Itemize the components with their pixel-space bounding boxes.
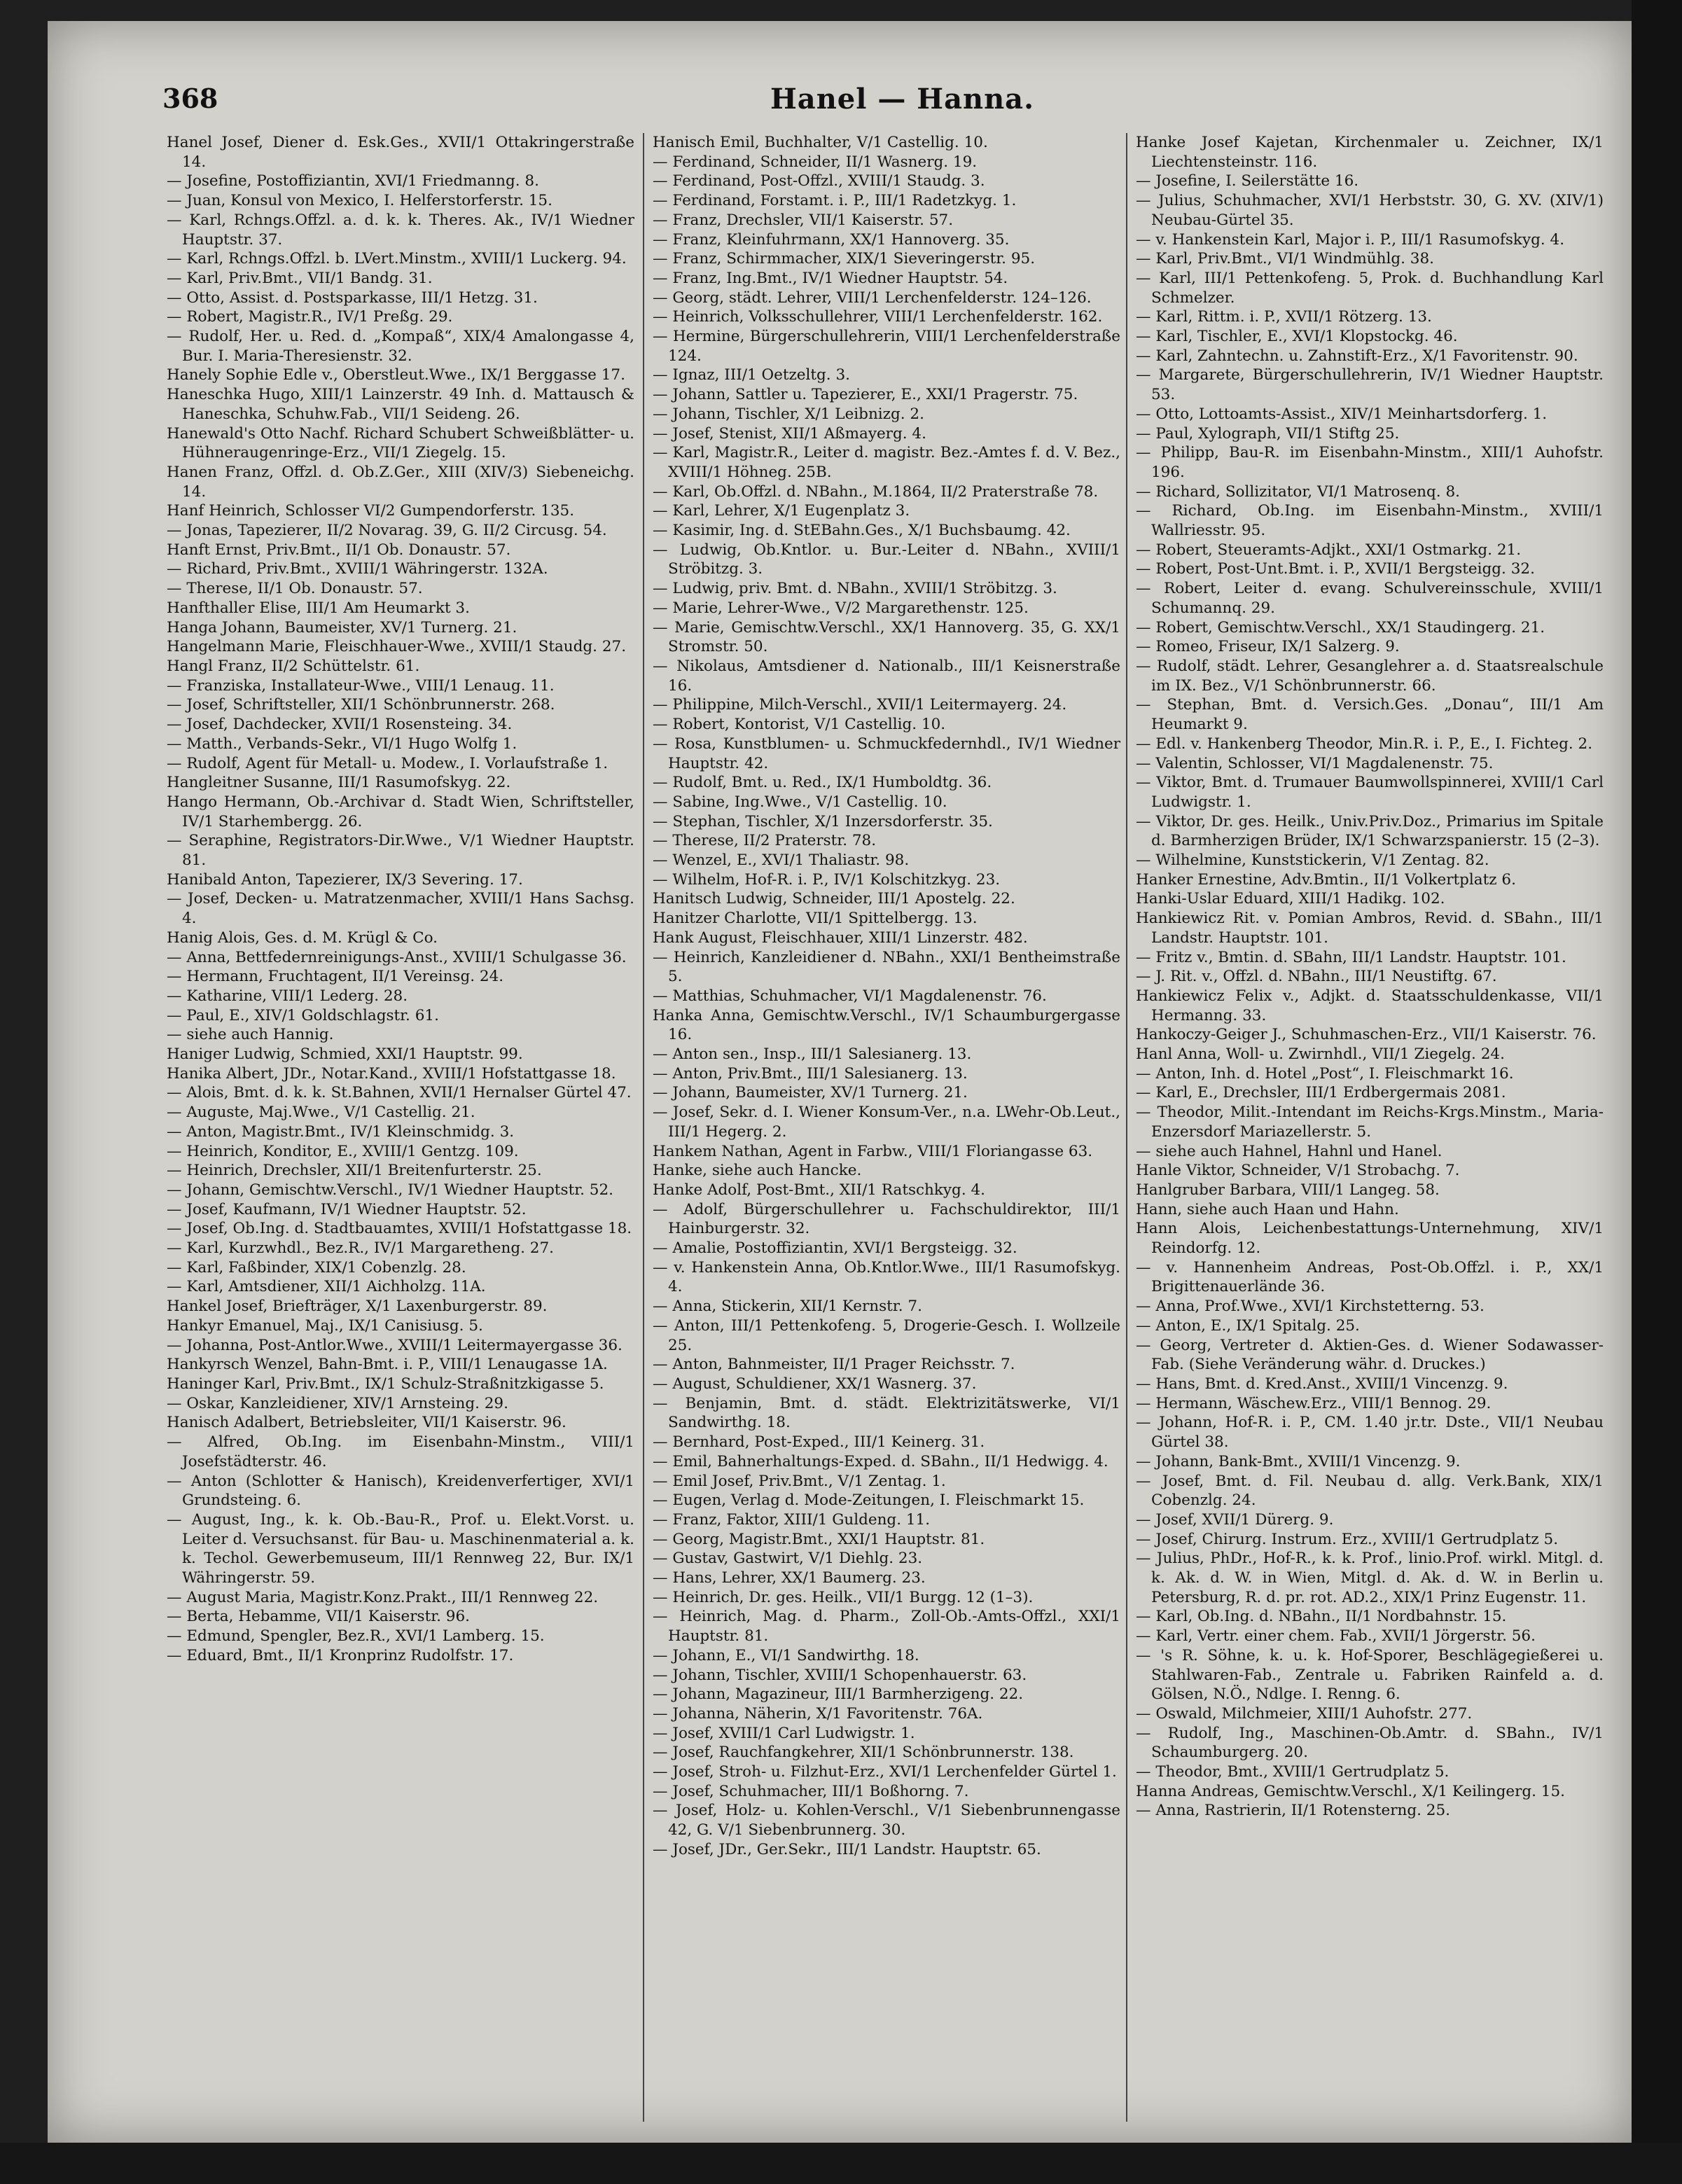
- directory-entry: Hanna Andreas, Gemischtw.Verschl., X/1 Keilingerg. 15.: [1136, 1782, 1565, 1800]
- directory-entry: — Gustav, Gastwirt, V/1 Diehlg. 23.: [653, 1550, 923, 1568]
- directory-entry: — Anton sen., Insp., III/1 Salesianerg. 13.: [653, 1045, 972, 1064]
- column-rule: [643, 133, 644, 2122]
- directory-entry: — Emil Josef, Priv.Bmt., V/1 Zentag. 1.: [653, 1472, 946, 1490]
- directory-entry: Hanker Ernestine, Adv.Bmtin., II/1 Volkertplatz 6.: [1136, 870, 1516, 889]
- directory-entry: — Oskar, Kanzleidiener, XIV/1 Arnsteing. 29.: [167, 1394, 508, 1412]
- directory-entry: — August Maria, Magistr.Konz.Prakt., III/1 Rennweg 22.: [167, 1588, 599, 1606]
- directory-entry: — Ferdinand, Schneider, II/1 Wasnerg. 19.: [653, 153, 978, 171]
- directory-entry: Hanig Alois, Ges. d. M. Krügl & Co.: [167, 928, 438, 947]
- directory-entry: — Robert, Magistr.R., IV/1 Preßg. 29.: [167, 308, 453, 326]
- directory-entry: — Fritz v., Bmtin. d. SBahn, III/1 Landstr. Hauptstr. 101.: [1136, 948, 1566, 966]
- directory-entry: — Robert, Post-Unt.Bmt. i. P., XVII/1 Bergsteigg. 32.: [1136, 560, 1535, 578]
- directory-entry: — Therese, II/2 Praterstr. 78.: [653, 832, 877, 850]
- directory-entry: — Julius, PhDr., Hof-R., k. k. Prof., linio.Prof. wirkl. Mitgl. d. k. Ak. d. W. in Wien, Mitgl. d. Ak. d. W. in Berlin u. Petersburg, R. d. pr. rot. AD.2., XIX/1 Prinz Eugenstr. 11.: [1136, 1550, 1604, 1606]
- directory-entry: — Karl, Kurzwhdl., Bez.R., IV/1 Margaretheng. 27.: [167, 1239, 554, 1258]
- directory-entry: — Julius, Schuhmacher, XVI/1 Herbststr. 30, G. XV. (XIV/1) Neubau-Gürtel 35.: [1136, 192, 1604, 229]
- directory-entry: Hanke Adolf, Post-Bmt., XII/1 Ratschkyg. 4.: [653, 1181, 986, 1199]
- directory-entry: — Franz, Drechsler, VII/1 Kaiserstr. 57.: [653, 211, 954, 229]
- directory-entry: — Richard, Ob.Ing. im Eisenbahn-Minstm., XVIII/1 Wallriesstr. 95.: [1136, 502, 1604, 540]
- directory-entry: — Karl, Zahntechn. u. Zahnstift-Erz., X/1 Favoritenstr. 90.: [1136, 347, 1578, 365]
- directory-entry: — Paul, Xylograph, VII/1 Stiftg 25.: [1136, 424, 1400, 443]
- directory-entry: Hanewald's Otto Nachf. Richard Schubert Schweißblätter- u. Hühneraugenringe-Erz., VII/1 Ziegelg. 15.: [167, 424, 634, 462]
- directory-entry: — Karl, III/1 Pettenkofeng. 5, Prok. d. Buchhandlung Karl Schmelzer.: [1136, 269, 1604, 307]
- directory-entry: — Josefine, I. Seilerstätte 16.: [1136, 172, 1359, 190]
- directory-entry: Hanlgruber Barbara, VIII/1 Langeg. 58.: [1136, 1181, 1440, 1199]
- directory-entry: — Karl, Lehrer, X/1 Eugenplatz 3.: [653, 502, 910, 520]
- directory-entry: — Anna, Prof.Wwe., XVI/1 Kirchstetterng. 53.: [1136, 1298, 1485, 1316]
- directory-entry: — Karl, Vertr. einer chem. Fab., XVII/1 Jörgerstr. 56.: [1136, 1627, 1536, 1646]
- directory-entry: — Edl. v. Hankenberg Theodor, Min.R. i. P., E., I. Fichteg. 2.: [1136, 735, 1593, 753]
- directory-entry: — Karl, Tischler, E., XVI/1 Klopstockg. 46.: [1136, 328, 1458, 346]
- directory-entry: — Anton, Inh. d. Hotel „Post“, I. Fleischmarkt 16.: [1136, 1064, 1514, 1083]
- directory-entry: Hankem Nathan, Agent in Farbw., VIII/1 Floriangasse 63.: [653, 1142, 1093, 1160]
- directory-entry: — Anton, E., IX/1 Spitalg. 25.: [1136, 1316, 1360, 1335]
- directory-entry: — Ignaz, III/1 Oetzeltg. 3.: [653, 366, 850, 384]
- directory-entry: — Berta, Hebamme, VII/1 Kaiserstr. 96.: [167, 1608, 470, 1626]
- directory-entry: — Rudolf, Her. u. Red. d. „Kompaß“, XIX/4 Amalongasse 4, Bur. I. Maria-Theresienstr. 32.: [167, 328, 634, 365]
- scan-border-right: [1632, 0, 1682, 2184]
- directory-entry: Hanika Albert, JDr., Notar.Kand., XVIII/1 Hofstattgasse 18.: [167, 1064, 616, 1083]
- directory-entry: — Karl, Faßbinder, XIX/1 Cobenzlg. 28.: [167, 1258, 466, 1277]
- directory-entry: — Eugen, Verlag d. Mode-Zeitungen, I. Fleischmarkt 15.: [653, 1491, 1085, 1510]
- directory-entry: — Hans, Bmt. d. Kred.Anst., XVIII/1 Vincenzg. 9.: [1136, 1375, 1508, 1393]
- directory-entry: — Karl, Priv.Bmt., VI/1 Windmühlg. 38.: [1136, 250, 1434, 268]
- directory-entry: — Philippine, Milch-Verschl., XVII/1 Leitermayerg. 24.: [653, 696, 1067, 714]
- directory-entry: — Josef, Decken- u. Matratzenmacher, XVIII/1 Hans Sachsg. 4.: [167, 890, 634, 928]
- directory-entry: — Josef, JDr., Ger.Sekr., III/1 Landstr. Hauptstr. 65.: [653, 1840, 1041, 1858]
- directory-entry: — Eduard, Bmt., II/1 Kronprinz Rudolfstr. 17.: [167, 1646, 514, 1664]
- directory-entry: — Robert, Kontorist, V/1 Castellig. 10.: [653, 716, 946, 734]
- directory-entry: — siehe auch Hannig.: [167, 1026, 334, 1044]
- directory-entry: — Karl, Magistr.R., Leiter d. magistr. Bez.-Amtes f. d. V. Bez., XVIII/1 Höhneg. 25B.: [653, 444, 1120, 481]
- directory-entry: Hangl Franz, II/2 Schüttelstr. 61.: [167, 657, 420, 675]
- directory-entry: — Marie, Lehrer-Wwe., V/2 Margarethenstr. 125.: [653, 599, 1029, 617]
- directory-entry: — Johann, Hof-R. i. P., CM. 1.40 jr.tr. Dste., VII/1 Neubau Gürtel 38.: [1136, 1414, 1604, 1452]
- directory-entry: — Josef, Sekr. d. I. Wiener Konsum-Ver., n.a. LWehr-Ob.Leut., III/1 Hegerg. 2.: [653, 1104, 1120, 1141]
- directory-entry: — Rudolf, Ing., Maschinen-Ob.Amtr. d. SBahn., IV/1 Schaumburgerg. 20.: [1136, 1724, 1604, 1762]
- directory-entry: — Georg, Magistr.Bmt., XXI/1 Hauptstr. 81.: [653, 1530, 985, 1548]
- directory-entry: — Rudolf, städt. Lehrer, Gesanglehrer a. d. Staatsrealschule im IX. Bez., V/1 Schönbrunnerstr. 66.: [1136, 657, 1604, 695]
- directory-entry: — Josef, XVIII/1 Carl Ludwigstr. 1.: [653, 1724, 915, 1742]
- directory-entry: — Theodor, Bmt., XVIII/1 Gertrudplatz 5.: [1136, 1763, 1450, 1781]
- directory-entry: — Johann, Baumeister, XV/1 Turnerg. 21.: [653, 1084, 968, 1102]
- directory-entry: — Bernhard, Post-Exped., III/1 Keinerg. 31.: [653, 1433, 985, 1452]
- directory-entry: — Robert, Leiter d. evang. Schulvereinsschule, XVIII/1 Schumannq. 29.: [1136, 580, 1604, 617]
- directory-entry: Hanke Josef Kajetan, Kirchenmaler u. Zeichner, IX/1 Liechtensteinstr. 116.: [1136, 134, 1604, 171]
- directory-entry: — Johann, Gemischtw.Verschl., IV/1 Wiedner Hauptstr. 52.: [167, 1181, 613, 1199]
- directory-entry: — Josef, Holz- u. Kohlen-Verschl., V/1 Siebenbrunnengasse 42, G. V/1 Siebenbrunnerg. 30.: [653, 1802, 1120, 1839]
- directory-entry: — Johann, Tischler, X/1 Leibnizg. 2.: [653, 405, 924, 423]
- directory-entry: — Matth., Verbands-Sekr., VI/1 Hugo Wolfg 1.: [167, 735, 517, 753]
- directory-entry: — Franz, Ing.Bmt., IV/1 Wiedner Hauptstr. 54.: [653, 269, 1008, 287]
- directory-entry: — Seraphine, Registrators-Dir.Wwe., V/1 Wiedner Hauptstr. 81.: [167, 832, 634, 870]
- directory-entry: — Rosa, Kunstblumen- u. Schmuckfedernhdl., IV/1 Wiedner Hauptstr. 42.: [653, 735, 1120, 772]
- directory-entry: — Heinrich, Drechsler, XII/1 Breitenfurterstr. 25.: [167, 1162, 542, 1180]
- directory-column-3: [1136, 133, 1604, 2136]
- directory-entry: — Oswald, Milchmeier, XIII/1 Auhofstr. 277.: [1136, 1704, 1473, 1723]
- scan-border-bottom: [0, 2143, 1682, 2184]
- directory-entry: — Heinrich, Dr. ges. Heilk., VII/1 Burgg. 12 (1–3).: [653, 1588, 1034, 1606]
- directory-entry: — Franz, Faktor, XIII/1 Guldeng. 11.: [653, 1510, 931, 1529]
- page-number: 368: [162, 83, 218, 114]
- directory-entry: — v. Hannenheim Andreas, Post-Ob.Offzl. i. P., XX/1 Brigittenauerlände 36.: [1136, 1258, 1604, 1296]
- directory-entry: — Karl, Priv.Bmt., VII/1 Bandg. 31.: [167, 269, 433, 287]
- directory-entry: — Richard, Priv.Bmt., XVIII/1 Währingerstr. 132A.: [167, 560, 548, 578]
- directory-entry: Hankoczy-Geiger J., Schuhmaschen-Erz., VII/1 Kaiserstr. 76.: [1136, 1026, 1597, 1044]
- directory-entry: Hankel Josef, Briefträger, X/1 Laxenburgerstr. 89.: [167, 1298, 548, 1316]
- directory-entry: — Karl, Ob.Ing. d. NBahn., II/1 Nordbahnstr. 15.: [1136, 1608, 1507, 1626]
- directory-entry: Hanisch Adalbert, Betriebsleiter, VII/1 Kaiserstr. 96.: [167, 1414, 567, 1432]
- directory-entry: Hanitzer Charlotte, VII/1 Spittelbergg. 13.: [653, 910, 978, 928]
- directory-entry: — Hans, Lehrer, XX/1 Baumerg. 23.: [653, 1569, 926, 1587]
- directory-entry: — Romeo, Friseur, IX/1 Salzerg. 9.: [1136, 638, 1400, 656]
- directory-entry: — Anna, Stickerin, XII/1 Kernstr. 7.: [653, 1298, 922, 1316]
- directory-entry: — Paul, E., XIV/1 Goldschlagstr. 61.: [167, 1006, 439, 1024]
- directory-entry: — J. Rit. v., Offzl. d. NBahn., III/1 Neustiftg. 67.: [1136, 968, 1497, 986]
- directory-entry: — Franziska, Installateur-Wwe., VIII/1 Lenaug. 11.: [167, 676, 555, 695]
- directory-entry: Hanft Ernst, Priv.Bmt., II/1 Ob. Donaustr. 57.: [167, 541, 511, 559]
- directory-entry: — Alfred, Ob.Ing. im Eisenbahn-Minstm., VIII/1 Josefstädterstr. 46.: [167, 1433, 634, 1470]
- directory-entry: Hanisch Emil, Buchhalter, V/1 Castellig. 10.: [653, 134, 988, 151]
- directory-entry: Hanfthaller Elise, III/1 Am Heumarkt 3.: [167, 599, 470, 617]
- directory-entry: Hankyr Emanuel, Maj., IX/1 Canisiusg. 5.: [167, 1316, 483, 1335]
- directory-entry: — Otto, Assist. d. Postsparkasse, III/1 Hetzg. 31.: [167, 288, 538, 307]
- directory-entry: — Josef, Ob.Ing. d. Stadtbauamtes, XVIII/1 Hofstattgasse 18.: [167, 1220, 632, 1238]
- directory-entry: — Josefine, Postoffiziantin, XVI/1 Friedmanng. 8.: [167, 172, 539, 190]
- directory-entry: — Juan, Konsul von Mexico, I. Helferstorferstr. 15.: [167, 192, 552, 210]
- directory-entry: — Josef, XVII/1 Dürerg. 9.: [1136, 1510, 1334, 1529]
- directory-entry: Hanka Anna, Gemischtw.Verschl., IV/1 Schaumburgergasse 16.: [653, 1006, 1120, 1044]
- directory-entry: — Anna, Bettfedernreinigungs-Anst., XVIII/1 Schulgasse 36.: [167, 948, 627, 966]
- directory-entry: — Margarete, Bürgerschullehrerin, IV/1 Wiedner Hauptstr. 53.: [1136, 366, 1604, 404]
- directory-entry: — Hermann, Wäschew.Erz., VIII/1 Bennog. 29.: [1136, 1394, 1492, 1412]
- directory-entry: — Ludwig, priv. Bmt. d. NBahn., XVIII/1 Ströbitzg. 3.: [653, 580, 1057, 598]
- directory-entry: — Sabine, Ing.Wwe., V/1 Castellig. 10.: [653, 793, 947, 811]
- directory-entry: Hanitsch Ludwig, Schneider, III/1 Apostelg. 22.: [653, 890, 1015, 908]
- directory-entry: — Karl, Rchngs.Offzl. b. LVert.Minstm., XVIII/1 Luckerg. 94.: [167, 250, 627, 268]
- running-head: Hanel — Hanna.: [770, 83, 1035, 116]
- directory-entry: — Josef, Chirurg. Instrum. Erz., XVIII/1 Gertrudplatz 5.: [1136, 1530, 1559, 1548]
- directory-entry: Haneschka Hugo, XIII/1 Lainzerstr. 49 Inh. d. Mattausch & Haneschka, Schuhw.Fab., VII/1 Seideng. 26.: [167, 386, 634, 423]
- directory-entry: Hanel Josef, Diener d. Esk.Ges., XVII/1 Ottakringerstraße 14.: [167, 134, 634, 171]
- directory-entry: Hanga Johann, Baumeister, XV/1 Turnerg. 21.: [167, 618, 517, 637]
- directory-column-2: [653, 133, 1120, 2136]
- directory-entry: Hann Alois, Leichenbestattungs-Unternehmung, XIV/1 Reindorfg. 12.: [1136, 1220, 1604, 1258]
- directory-entry: — Josef, Schuhmacher, III/1 Boßhorng. 7.: [653, 1782, 969, 1800]
- directory-entry: — Josef, Rauchfangkehrer, XII/1 Schönbrunnerstr. 138.: [653, 1744, 1074, 1762]
- directory-entry: — Nikolaus, Amtsdiener d. Nationalb., III/1 Keisnerstraße 16.: [653, 657, 1120, 695]
- directory-entry: — Kasimir, Ing. d. StEBahn.Ges., X/1 Buchsbaumg. 42.: [653, 522, 1071, 540]
- directory-entry: — Alois, Bmt. d. k. k. St.Bahnen, XVII/1 Hernalser Gürtel 47.: [167, 1084, 632, 1102]
- directory-entry: — Jonas, Tapezierer, II/2 Novarag. 39, G. II/2 Circusg. 54.: [167, 522, 607, 540]
- directory-entry: — v. Hankenstein Karl, Major i. P., III/1 Rasumofskyg. 4.: [1136, 230, 1565, 249]
- directory-entry: — Katharine, VIII/1 Lederg. 28.: [167, 987, 408, 1005]
- directory-entry: — Johann, Sattler u. Tapezierer, E., XXI/1 Pragerstr. 75.: [653, 386, 1078, 404]
- directory-entry: — Marie, Gemischtw.Verschl., XX/1 Hannoverg. 35, G. XX/1 Stromstr. 50.: [653, 618, 1120, 656]
- directory-entry: — Josef, Schriftsteller, XII/1 Schönbrunnerstr. 268.: [167, 696, 555, 714]
- directory-entry: — Anton, Bahnmeister, II/1 Prager Reichsstr. 7.: [653, 1356, 1015, 1374]
- directory-entry: — Georg, Vertreter d. Aktien-Ges. d. Wiener Sodawasser-Fab. (Siehe Veränderung währ. d. Druckes.): [1136, 1336, 1604, 1374]
- directory-entry: — Heinrich, Kanzleidiener d. NBahn., XXI/1 Bentheimstraße 5.: [653, 948, 1120, 986]
- directory-entry: — Josef, Dachdecker, XVII/1 Rosensteing. 34.: [167, 716, 513, 734]
- directory-entry: — Heinrich, Mag. d. Pharm., Zoll-Ob.-Amts-Offzl., XXI/1 Hauptstr. 81.: [653, 1608, 1120, 1646]
- directory-entry: — Franz, Schirmmacher, XIX/1 Sieveringerstr. 95.: [653, 250, 1036, 268]
- directory-entry: — Rudolf, Bmt. u. Red., IX/1 Humboldtg. 36.: [653, 774, 992, 792]
- directory-entry: Hanibald Anton, Tapezierer, IX/3 Severing. 17.: [167, 870, 523, 889]
- directory-entry: — Karl, Rittm. i. P., XVII/1 Rötzerg. 13.: [1136, 308, 1432, 326]
- directory-entry: — Johann, Bank-Bmt., XVIII/1 Vincenzg. 9.: [1136, 1452, 1461, 1470]
- directory-entry: — Wilhelmine, Kunststickerin, V/1 Zentag. 82.: [1136, 851, 1489, 870]
- directory-entry: Hanely Sophie Edle v., Oberstleut.Wwe., IX/1 Berggasse 17.: [167, 366, 625, 384]
- directory-entry: — Karl, E., Drechsler, III/1 Erdbergermais 2081.: [1136, 1084, 1506, 1102]
- directory-entry: — 's R. Söhne, k. u. k. Hof-Sporer, Beschlägegießerei u. Stahlwaren-Fab., Zentrale u. Fabriken Rainfeld a. d. Gölsen, N.Ö., Ndlge. I. Renng. 6.: [1136, 1646, 1604, 1704]
- directory-entry: — siehe auch Hahnel, Hahnl und Hanel.: [1136, 1142, 1443, 1160]
- directory-entry: — Josef, Bmt. d. Fil. Neubau d. allg. Verk.Bank, XIX/1 Cobenzlg. 24.: [1136, 1472, 1604, 1510]
- directory-entry: — Auguste, Maj.Wwe., V/1 Castellig. 21.: [167, 1104, 475, 1122]
- directory-entry: Hanen Franz, Offzl. d. Ob.Z.Ger., XIII (XIV/3) Siebeneichg. 14.: [167, 463, 634, 501]
- directory-entry: Hankyrsch Wenzel, Bahn-Bmt. i. P., VIII/1 Lenaugasse 1A.: [167, 1356, 608, 1374]
- directory-entry: Hankiewicz Rit. v. Pomian Ambros, Revid. d. SBahn., III/1 Landstr. Hauptstr. 101.: [1136, 910, 1604, 947]
- directory-entry: — Hermine, Bürgerschullehrerin, VIII/1 Lerchenfelderstraße 124.: [653, 328, 1120, 365]
- directory-entry: — Heinrich, Konditor, E., XVIII/1 Gentzg. 109.: [167, 1142, 519, 1160]
- directory-entry: — Johanna, Näherin, X/1 Favoritenstr. 76A.: [653, 1704, 983, 1723]
- directory-entry: — Georg, städt. Lehrer, VIII/1 Lerchenfelderstr. 124–126.: [653, 288, 1092, 307]
- directory-entry: — Viktor, Dr. ges. Heilk., Univ.Priv.Doz., Primarius im Spitale d. Barmherzigen Brüder, IX/1 Schwarzspanierstr. 15 (2–3).: [1136, 812, 1604, 850]
- directory-entry: — Johanna, Post-Antlor.Wwe., XVIII/1 Leitermayergasse 36.: [167, 1336, 623, 1354]
- directory-entry: — Stephan, Tischler, X/1 Inzersdorferstr. 35.: [653, 812, 993, 830]
- directory-column-1: [167, 133, 634, 2136]
- directory-entry: — Benjamin, Bmt. d. städt. Elektrizitätswerke, VI/1 Sandwirthg. 18.: [653, 1394, 1120, 1432]
- directory-entry: — Amalie, Postoffiziantin, XVI/1 Bergsteigg. 32.: [653, 1239, 1017, 1258]
- directory-entry: — Robert, Gemischtw.Verschl., XX/1 Staudingerg. 21.: [1136, 618, 1545, 637]
- directory-entry: — Rudolf, Agent für Metall- u. Modew., I. Vorlaufstraße 1.: [167, 754, 609, 772]
- column-rule: [1126, 133, 1127, 2122]
- directory-entry: — Hermann, Fruchtagent, II/1 Vereinsg. 24.: [167, 968, 504, 986]
- directory-entry: — Ferdinand, Post-Offzl., XVIII/1 Staudg. 3.: [653, 172, 985, 190]
- directory-entry: — Franz, Kleinfuhrmann, XX/1 Hannoverg. 35.: [653, 230, 1010, 249]
- directory-entry: Hangelmann Marie, Fleischhauer-Wwe., XVIII/1 Staudg. 27.: [167, 638, 627, 656]
- directory-entry: — Heinrich, Volksschullehrer, VIII/1 Lerchenfelderstr. 162.: [653, 308, 1103, 326]
- directory-entry: — Matthias, Schuhmacher, VI/1 Magdalenenstr. 76.: [653, 987, 1047, 1005]
- directory-entry: — Valentin, Schlosser, VI/1 Magdalenenstr. 75.: [1136, 754, 1494, 772]
- directory-entry: Hankiewicz Felix v., Adjkt. d. Staatsschuldenkasse, VII/1 Hermanng. 33.: [1136, 987, 1604, 1024]
- directory-entry: — Adolf, Bürgerschullehrer u. Fachschuldirektor, III/1 Hainburgerstr. 32.: [653, 1200, 1120, 1238]
- directory-entry: — Johann, Tischler, XVIII/1 Schopenhauerstr. 63.: [653, 1666, 1027, 1684]
- directory-entry: — Viktor, Bmt. d. Trumauer Baumwollspinnerei, XVIII/1 Carl Ludwigstr. 1.: [1136, 774, 1604, 811]
- directory-entry: — Wilhelm, Hof-R. i. P., IV/1 Kolschitzkyg. 23.: [653, 870, 1001, 889]
- directory-entry: — August, Schuldiener, XX/1 Wasnerg. 37.: [653, 1375, 977, 1393]
- directory-entry: — Ferdinand, Forstamt. i. P., III/1 Radetzkyg. 1.: [653, 192, 1017, 210]
- directory-entry: — Anton, Magistr.Bmt., IV/1 Kleinschmidg. 3.: [167, 1122, 515, 1141]
- directory-entry: — Wenzel, E., XVI/1 Thaliastr. 98.: [653, 851, 910, 870]
- directory-entry: Haninger Karl, Priv.Bmt., IX/1 Schulz-Straßnitzkigasse 5.: [167, 1375, 604, 1393]
- directory-entry: Hangleitner Susanne, III/1 Rasumofskyg. 22.: [167, 774, 511, 792]
- directory-entry: Hanki-Uslar Eduard, XIII/1 Hadikg. 102.: [1136, 890, 1445, 908]
- directory-entry: — Anton, III/1 Pettenkofeng. 5, Drogerie-Gesch. I. Wollzeile 25.: [653, 1316, 1120, 1354]
- directory-entry: — Anton (Schlotter & Hanisch), Kreidenverfertiger, XVI/1 Grundsteing. 6.: [167, 1472, 634, 1510]
- directory-entry: — Anton, Priv.Bmt., III/1 Salesianerg. 13.: [653, 1064, 968, 1083]
- directory-entry: — Johann, E., VI/1 Sandwirthg. 18.: [653, 1646, 919, 1664]
- directory-entry: — August, Ing., k. k. Ob.-Bau-R., Prof. u. Elekt.Vorst. u. Leiter d. Versuchsanst. für Bau- u. Maschinenmaterial a. k. k. Techol. Gewerbemuseum, III/1 Rennweg 22, Bur. IX/1 Währingerstr. 59.: [167, 1510, 634, 1587]
- directory-entry: — Theodor, Milit.-Intendant im Reichs-Krgs.Minstm., Maria-Enzersdorf Mariazellerstr. 5.: [1136, 1104, 1604, 1141]
- directory-entry: — Karl, Rchngs.Offzl. a. d. k. k. Theres. Ak., IV/1 Wiedner Hauptstr. 37.: [167, 211, 634, 249]
- directory-entry: — Otto, Lottoamts-Assist., XIV/1 Meinhartsdorferg. 1.: [1136, 405, 1548, 423]
- directory-entry: — Philipp, Bau-R. im Eisenbahn-Minstm., XIII/1 Auhofstr. 196.: [1136, 444, 1604, 481]
- directory-entry: — Josef, Stenist, XII/1 Aßmayerg. 4.: [653, 424, 926, 443]
- directory-entry: — Therese, II/1 Ob. Donaustr. 57.: [167, 580, 423, 598]
- directory-entry: Hanle Viktor, Schneider, V/1 Strobachg. 7.: [1136, 1162, 1460, 1180]
- directory-entry: — Anna, Rastrierin, II/1 Rotensterng. 25.: [1136, 1802, 1450, 1820]
- directory-entry: — Josef, Kaufmann, IV/1 Wiedner Hauptstr. 52.: [167, 1200, 527, 1218]
- directory-entry: — Emil, Bahnerhaltungs-Exped. d. SBahn., II/1 Hedwigg. 4.: [653, 1452, 1108, 1470]
- directory-entry: Haniger Ludwig, Schmied, XXI/1 Hauptstr. 99.: [167, 1045, 523, 1064]
- directory-entry: — Karl, Amtsdiener, XII/1 Aichholzg. 11A.: [167, 1278, 486, 1296]
- directory-entry: — Stephan, Bmt. d. Versich.Ges. „Donau“, III/1 Am Heumarkt 9.: [1136, 696, 1604, 734]
- directory-entry: Hann, siehe auch Haan und Hahn.: [1136, 1200, 1399, 1218]
- directory-entry: — Richard, Sollizitator, VI/1 Matrosenq. 8.: [1136, 482, 1460, 501]
- directory-entry: Hanke, siehe auch Hancke.: [653, 1162, 862, 1180]
- directory-entry: — Edmund, Spengler, Bez.R., XVI/1 Lamberg. 15.: [167, 1627, 545, 1646]
- directory-entry: — Robert, Steueramts-Adjkt., XXI/1 Ostmarkg. 21.: [1136, 541, 1522, 559]
- directory-entry: Hanf Heinrich, Schlosser VI/2 Gumpendorferstr. 135.: [167, 502, 575, 520]
- directory-entry: Hanl Anna, Woll- u. Zwirnhdl., VII/1 Ziegelg. 24.: [1136, 1045, 1505, 1064]
- directory-entry: — Ludwig, Ob.Kntlor. u. Bur.-Leiter d. NBahn., XVIII/1 Ströbitzg. 3.: [653, 541, 1120, 578]
- directory-entry: — Karl, Ob.Offzl. d. NBahn., M.1864, II/2 Praterstraße 78.: [653, 482, 1099, 501]
- directory-entry: Hango Hermann, Ob.-Archivar d. Stadt Wien, Schriftsteller, IV/1 Starhembergg. 26.: [167, 793, 634, 830]
- directory-entry: — Johann, Magazineur, III/1 Barmherzigeng. 22.: [653, 1685, 1024, 1704]
- directory-entry: — v. Hankenstein Anna, Ob.Kntlor.Wwe., III/1 Rasumofskyg. 4.: [653, 1258, 1120, 1296]
- directory-entry: Hank August, Fleischhauer, XIII/1 Linzerstr. 482.: [653, 928, 1028, 947]
- directory-entry: — Josef, Stroh- u. Filzhut-Erz., XVI/1 Lerchenfelder Gürtel 1.: [653, 1763, 1117, 1781]
